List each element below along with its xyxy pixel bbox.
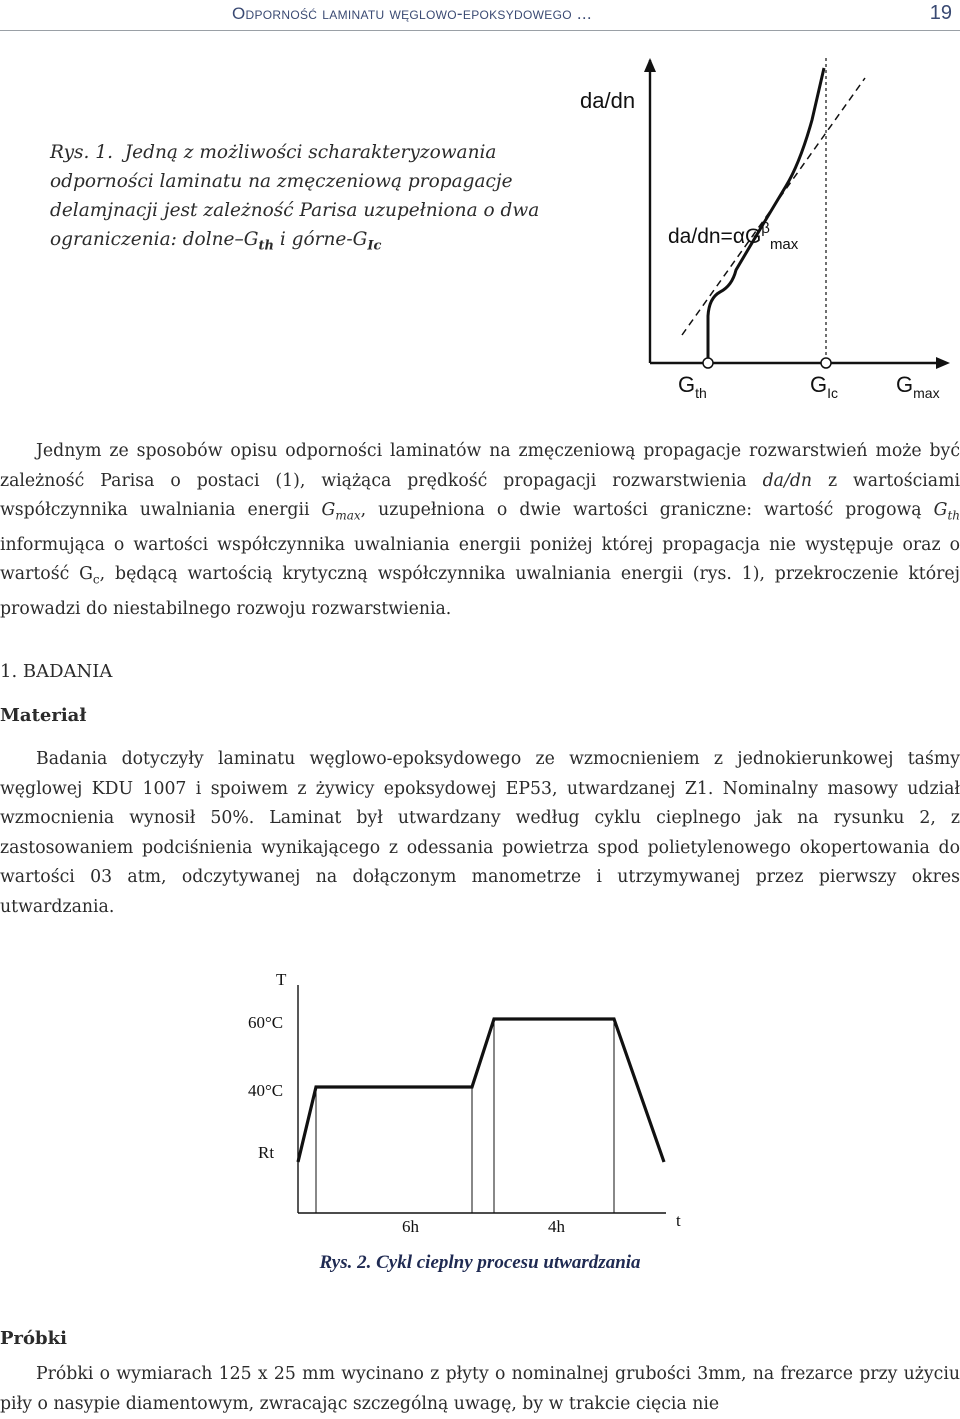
p1-gth-sub: th — [947, 508, 960, 523]
caption-sub-ic: Ic — [367, 238, 382, 254]
paris-formula — [668, 220, 799, 253]
figure-1-caption-label: Rys. 1. — [50, 142, 113, 163]
x-axis-arrow — [936, 357, 950, 369]
temp-axis-label: T — [276, 970, 287, 989]
running-title: Odporność laminatu węglowo-epoksydowego ... — [232, 4, 592, 23]
caption-sub-th: th — [258, 238, 274, 254]
paragraph-samples-text: Próbki o wymiarach 125 x 25 mm wycinano z płyty o nominalnej grubości 3mm, na frezarce przy użyciu piły o nasypie diamentowym, zwracając szczególną uwagę, by w trakcie cięcia nie — [0, 1364, 960, 1414]
figure-1-caption-text: Jedną z możliwości scharakteryzowania odporności laminatu na zmęczeniową propagacje delamjnacji jest zależność Parisa uzupełniona o dwa ograniczenia: dolne–G — [50, 142, 540, 250]
x-label-gth-sub: th — [695, 385, 707, 401]
p1-part1: Jednym ze sposobów opisu odporności laminatów na zmęczeniową propagacje rozwarstwień może być zależność Parisa o postaci (1), wiążąca prędkość propagacji rozwarstwienia — [0, 441, 960, 491]
y-axis-arrow — [644, 58, 656, 72]
paragraph-paris-law — [0, 437, 960, 625]
page-header — [0, 0, 960, 31]
figure-2-caption — [0, 1252, 960, 1274]
duration-6h: 6h — [402, 1217, 419, 1236]
p1-part5: , będącą wartością krytyczną współczynnika uwalniania energii (rys. 1), przekroczenie której prowadzi do niestabilnego rozwoju rozwarstwienia. — [0, 564, 960, 620]
x-label-gic-main: G — [810, 372, 828, 397]
p1-gc-sub: c — [92, 572, 100, 587]
p1-part3: , uzupełniona o dwie wartości graniczne: wartość progową — [360, 500, 934, 520]
p1-dadn: da/dn — [762, 470, 813, 491]
gic-marker — [821, 358, 831, 368]
x-label-gth-main: G — [678, 372, 696, 397]
subsection-heading-probki: Próbki — [0, 1328, 67, 1349]
paris-formula-main: da/dn=αG — [668, 225, 762, 248]
p1-gmax: G — [321, 500, 336, 520]
p1-gth: G — [933, 500, 948, 520]
section-heading-badania: 1. BADANIA — [0, 661, 113, 682]
figure-2-thermal-cycle — [236, 955, 716, 1245]
duration-4h: 4h — [548, 1217, 565, 1236]
label-40c: 40°C — [248, 1081, 284, 1100]
p1-part4: informująca o wartości współczynnika uwalniania energii poniżej której propagacja nie występuje oraz o wartość G — [0, 534, 960, 585]
x-label-gmax-sub: max — [913, 385, 940, 401]
figure-1-paris-diagram — [560, 58, 950, 410]
gth-marker — [703, 358, 713, 368]
paragraph-material — [0, 745, 960, 922]
time-axis-label: t — [676, 1211, 681, 1230]
label-rt: Rt — [258, 1143, 275, 1162]
page-number: 19 — [929, 2, 952, 24]
y-axis-label: da/dn — [580, 88, 636, 113]
p1-part2: z wartościami współczynnika uwalniania energii — [0, 470, 960, 520]
paris-formula-subscript: max — [769, 236, 799, 253]
x-label-gic — [810, 372, 838, 401]
label-60c: 60°C — [248, 1013, 284, 1032]
p1-gmax-sub: max — [335, 508, 361, 523]
x-label-gmax — [896, 372, 940, 401]
thermal-profile — [298, 1019, 664, 1162]
figure-1-caption — [50, 138, 540, 261]
paragraph-material-text: Badania dotyczyły laminatu węglowo-epoksydowego ze wzmocnieniem z jednokierunkowej taśmy węglowej KDU 1007 i spoiwem z żywicy epoksydowej EP53, utwardzanej Z1. Nominalny masowy udział wzmocnienia wynosił 50%. Laminat był utwardzany według cyklu cieplnego jak na rysunku 2, z zastosowaniem podciśnienia wynikającego z odessania powietrza spod polietylenowego okopertowania do wartości 03 atm, odczytywanej na dołączonym manometrze i utrzymywanej przez pierwszy okres utwardzania. — [0, 749, 960, 917]
paragraph-samples — [0, 1360, 960, 1419]
subsection-heading-material: Materiał — [0, 705, 87, 726]
x-label-gmax-main: G — [896, 372, 914, 397]
figure-2-caption-text: Rys. 2. Cykl cieplny procesu utwardzania — [319, 1252, 641, 1273]
x-label-gth — [678, 372, 707, 401]
x-label-gic-sub: Ic — [827, 385, 839, 401]
paris-formula-exponent: β — [761, 220, 770, 237]
caption-mid: i górne-G — [273, 229, 368, 250]
crack-growth-curve — [708, 68, 824, 363]
